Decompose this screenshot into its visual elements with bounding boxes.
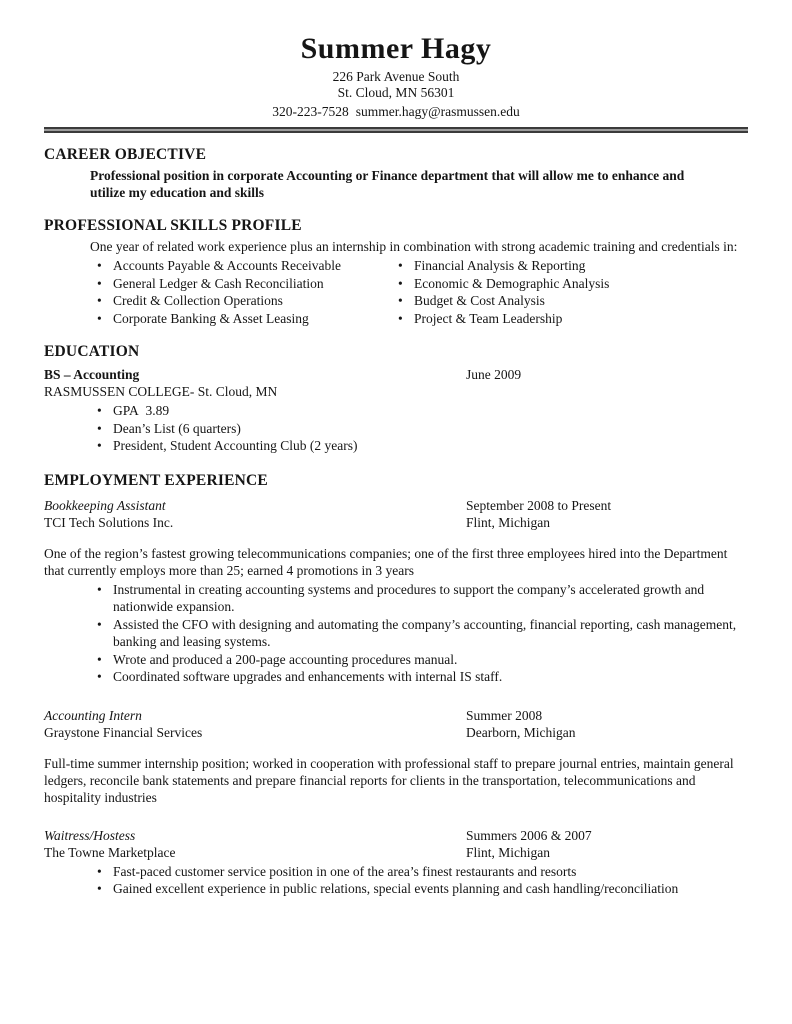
job-location: Flint, Michigan [466,844,550,860]
job-title: Bookkeeping Assistant [44,497,166,513]
education-bullets [44,402,748,455]
employment-heading: EMPLOYMENT EXPERIENCE [44,471,268,489]
job-title-row [44,497,748,514]
skill-item: • Credit & Collection Operations [95,292,345,310]
education-bullet: • GPA 3.89 [95,402,748,420]
job-bullet: • Assisted the CFO with designing and automating the company’s accounting, financial reporting, cash management, banking and leasing systems. [95,616,748,651]
section-skills [44,217,748,327]
job-bullet: • Gained excellent experience in public relations, special events planning and cash handling/reconciliation [95,880,748,898]
header-divider-rule [44,127,748,133]
career-objective-heading: CAREER OBJECTIVE [44,146,207,163]
job-bullet: • Coordinated software upgrades and enhancements with internal IS staff. [95,668,748,686]
job-entry [44,497,748,686]
job-title-row [44,827,748,844]
skills-columns [44,255,748,327]
contact-line [44,103,748,120]
skill-item: • Budget & Cost Analysis [396,292,748,310]
job-title: Accounting Intern [44,707,142,723]
job-bullet: • Instrumental in creating accounting systems and procedures to support the company’s accelerated growth and nationwide expansion. [95,581,748,616]
job-date: Summers 2006 & 2007 [466,827,592,843]
school-name: RASMUSSEN COLLEGE- St. Cloud, MN [44,384,278,399]
job-company: TCI Tech Solutions Inc. [44,514,174,530]
person-name: Summer Hagy [300,32,492,65]
job-company-row [44,724,748,741]
skill-item: • Corporate Banking & Asset Leasing [95,310,345,328]
resume-header [44,32,748,120]
skills-list-left [44,257,345,327]
education-heading: EDUCATION [44,343,140,360]
job-company-row [44,844,748,861]
job-date: September 2008 to Present [466,497,612,513]
job-location: Flint, Michigan [466,514,550,530]
address-line-1: 226 Park Avenue South [332,69,460,84]
job-bullets [44,581,748,686]
address-line-2: St. Cloud, MN 56301 [337,85,455,100]
job-summary: Full-time summer internship position; worked in cooperation with professional staff to prepare journal entries, maintain general ledgers, reconcile bank statements and prepare financial reports for clients in the transportation, telecommunications and hospitality industries [44,755,734,805]
job-company: The Towne Marketplace [44,844,176,860]
section-education [44,343,748,455]
skill-item: • General Ledger & Cash Reconciliation [95,275,345,293]
job-entry [44,707,748,806]
skills-intro: One year of related work experience plus an internship in combination with strong academic training and credentials in: [90,239,738,254]
job-title-row [44,707,748,724]
section-career-objective [44,146,748,201]
skill-item: • Financial Analysis & Reporting [396,257,748,275]
job-entry [44,827,748,898]
job-date: Summer 2008 [466,707,543,723]
job-company: Graystone Financial Services [44,724,203,740]
job-bullets [44,863,748,898]
phone-number: 320-223-7528 [272,104,349,119]
job-bullet: • Wrote and produced a 200-page accounting procedures manual. [95,651,748,669]
job-title: Waitress/Hostess [44,827,136,843]
job-bullet: • Fast-paced customer service position in one of the area’s finest restaurants and resorts [95,863,748,881]
skill-item: • Accounts Payable & Accounts Receivable [95,257,345,275]
career-objective-text: Professional position in corporate Accounting or Finance department that will allow me to enhance and utilize my education and skills [90,168,685,200]
skills-list-right [345,257,748,327]
education-degree-row [44,366,748,383]
job-location: Dearborn, Michigan [466,724,576,740]
graduation-date: June 2009 [466,367,522,382]
skill-item: • Economic & Demographic Analysis [396,275,748,293]
education-bullet: • Dean’s List (6 quarters) [95,420,748,438]
degree-name: BS – Accounting [44,367,140,382]
education-bullet: • President, Student Accounting Club (2 years) [95,437,748,455]
job-summary: One of the region’s fastest growing telecommunications companies; one of the first three employees hired into the Department that currently employs more than 25; earned 4 promotions in 3 years [44,545,728,578]
job-company-row [44,514,748,531]
section-employment [44,472,748,898]
skills-heading: PROFESSIONAL SKILLS PROFILE [44,217,302,234]
email-address: summer.hagy@rasmussen.edu [355,104,520,119]
skill-item: • Project & Team Leadership [396,310,748,328]
